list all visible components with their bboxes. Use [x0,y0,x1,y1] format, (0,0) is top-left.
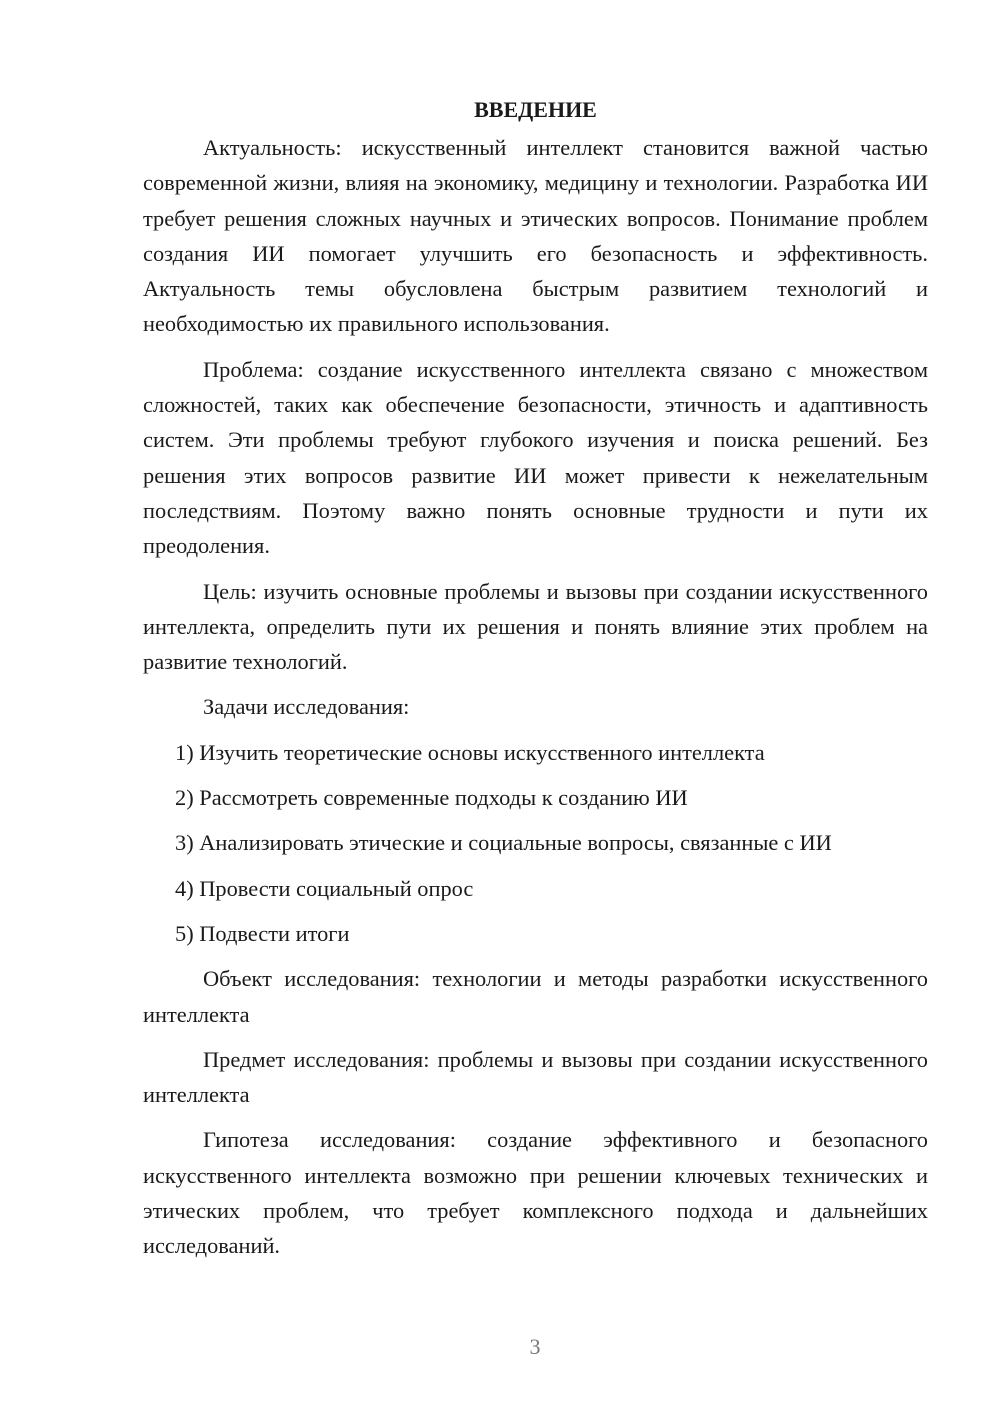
subject-paragraph: Предмет исследования: проблемы и вызовы при создании искусственного интеллекта [143,1046,928,1108]
tasks-heading: Задачи исследования: [203,694,410,720]
relevance-paragraph: Актуальность: искусственный интеллект становится важной частью современной жизни, влияя на экономику, медицину и технологии. Разработка ИИ требует решения сложных научных и этических вопросов. Понимание проблем создания ИИ помогает улучшить его безопасность и эффективность. Актуальность темы обусловлена быстрым развитием технологий и необходимостью их правильного использования. [143,135,928,337]
task-item: 2) Рассмотреть современные подходы к созданию ИИ [175,785,688,811]
goal-paragraph: Цель: изучить основные проблемы и вызовы при создании искусственного интеллекта, определить пути их решения и понять влияние этих проблем на развитие технологий. [143,578,928,675]
hypothesis-paragraph: Гипотеза исследования: создание эффективного и безопасного искусственного интеллекта возможно при решении ключевых технических и этических проблем, что требует комплексного подхода и дальнейших исследований. [143,1127,928,1259]
section-title: ВВЕДЕНИЕ [474,97,597,122]
task-item: 5) Подвести итоги [175,920,350,946]
object-paragraph: Объект исследования: технологии и методы разработки искусственного интеллекта [143,966,928,1027]
task-item: 1) Изучить теоретические основы искусственного интеллекта [175,739,765,765]
problem-paragraph: Проблема: создание искусственного интеллекта связано с множеством сложностей, таких как обеспечение безопасности, этичность и адаптивность систем. Эти проблемы требуют глубокого изучения и поиска решений. Без решения этих вопросов развитие ИИ может привести к нежелательным последствиям. Поэтому важно понять основные трудности и пути их преодоления. [143,356,928,559]
page-number: 3 [529,1334,541,1359]
task-item: 3) Анализировать этические и социальные вопросы, связанные с ИИ [175,830,832,856]
tasks-list [143,735,928,951]
document-page [143,92,928,1274]
task-item: 4) Провести социальный опрос [175,875,474,901]
